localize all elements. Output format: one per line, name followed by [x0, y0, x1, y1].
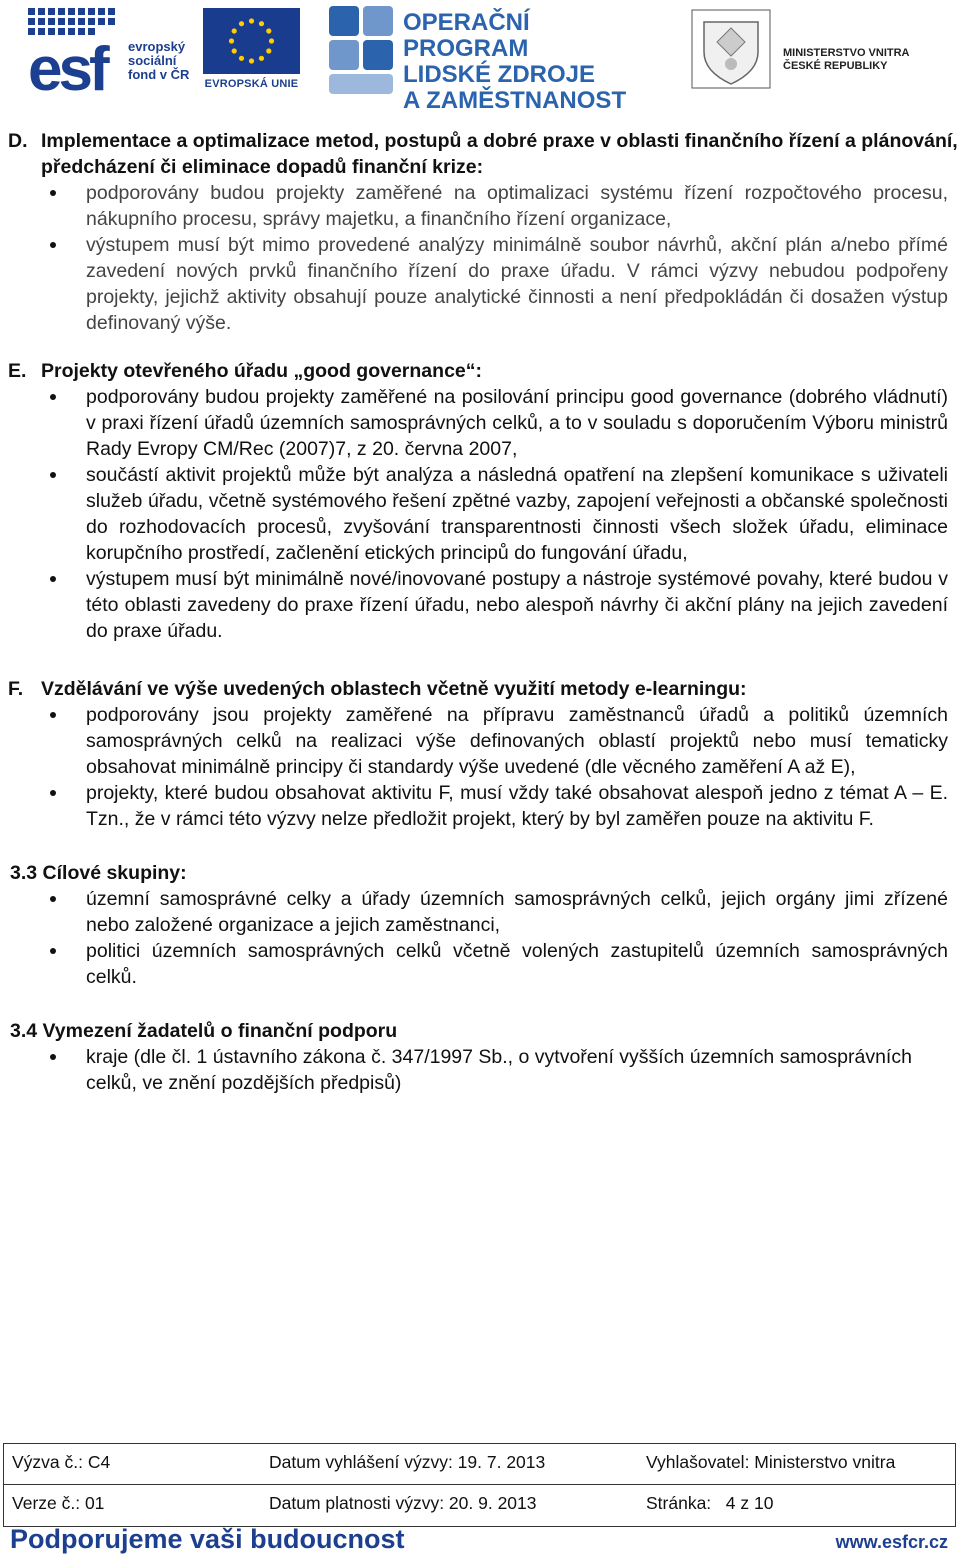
section-e-heading [0, 358, 960, 384]
esf-logo-text: evropský sociální fond v ČR [128, 39, 190, 82]
section-d-title: Implementace a optimalizace metod, postupů a dobré praxe v oblasti finančního řízení a plánování, předcházení či eliminace dopadů finanční krize: [41, 130, 958, 178]
validity-date: Datum platnosti výzvy: 20. 9. 2013 [269, 1493, 537, 1513]
list-item: podporovány budou projekty zaměřené na optimalizaci systému řízení rozpočtového procesu, nákupního procesu, správy majetku, a finančního řízení organizace, [0, 180, 960, 232]
footer-tagline: Podporujeme vaši budoucnost [10, 1524, 405, 1554]
footer-table [3, 1443, 956, 1527]
section-e-list [0, 384, 960, 644]
section-3-3-heading: 3.3 Cílové skupiny: [10, 862, 187, 884]
section-f-letter: F. [8, 678, 24, 700]
section-d-heading [0, 128, 960, 180]
list-item: politici územních samosprávných celků včetně volených zastupitelů územních samosprávných celků. [0, 938, 960, 990]
eu-flag-icon [203, 8, 300, 74]
esf-logo-icon [24, 4, 128, 96]
announcer: Vyhlašovatel: Ministerstvo vnitra [646, 1452, 896, 1472]
eu-label: EVROPSKÁ UNIE [204, 78, 299, 90]
section-e-letter: E. [8, 360, 27, 382]
document-body [0, 128, 960, 1096]
version-number: Verze č.: 01 [12, 1493, 105, 1513]
section-f-title: Vzdělávání ve výše uvedených oblastech včetně využití metody e-learningu: [41, 678, 747, 700]
list-item: územní samosprávné celky a úřady územních samosprávných celků, jejich orgány jimi zřízené nebo založené organizace a jejich zaměstnanci, [0, 886, 960, 938]
footer-row [4, 1444, 955, 1485]
list-item: kraje (dle čl. 1 ústavního zákona č. 347/1997 Sb., o vytvoření vyšších územních samosprávních celků, ve znění pozdějších předpisů) [0, 1044, 960, 1096]
svg-text:esf: esf [28, 35, 106, 96]
section-d-list [0, 180, 960, 336]
ministry-emblem-icon [690, 8, 772, 90]
announcement-date: Datum vyhlášení výzvy: 19. 7. 2013 [269, 1452, 546, 1472]
page-number: Stránka: 4 z 10 [646, 1493, 774, 1513]
footer-row [4, 1485, 955, 1525]
list-item: podporovány budou projekty zaměřené na posilování principu good governance (dobrého vládnutí) v praxi řízení úřadů územních samosprávných celků, a to v souladu s doporučením Výboru ministrů Rady Evropy CM/Rec (2007)7, z 20. června 2007, [0, 384, 960, 462]
section-e-title: Projekty otevřeného úřadu „good governance“: [41, 360, 482, 382]
section-d-letter: D. [8, 130, 28, 152]
section-3-3-list [0, 886, 960, 990]
section-3-4-heading: 3.4 Vymezení žadatelů o finanční podporu [10, 1020, 398, 1042]
ministry-name: MINISTERSTVO VNITRA ČESKÉ REPUBLIKY [783, 47, 910, 72]
op-program-title: OPERAČNÍ PROGRAM LIDSKÉ ZDROJE A ZAMĚSTNANOST [403, 9, 627, 114]
footer-web-link[interactable]: www.esfcr.cz [835, 1532, 948, 1552]
section-f-list [0, 702, 960, 832]
list-item: výstupem musí být minimálně nové/inovované postupy a nástroje systémové povahy, které budou v této oblasti zavedeny do praxe řízení úřadu, nebo alespoň návrhy či akční plány na jejich zavedení do praxe úřadu. [0, 566, 960, 644]
op-program-logo-icon [327, 4, 395, 96]
section-3-4-list [0, 1044, 960, 1096]
list-item: projekty, které budou obsahovat aktivitu F, musí vždy také obsahovat alespoň jedno z témat A – E. Tzn., že v rámci této výzvy nelze předložit projekt, který by byl zaměřen pouze na aktivitu F. [0, 780, 960, 832]
header-logos [0, 0, 960, 114]
list-item: součástí aktivit projektů může být analýza a následná opatření na zlepšení komunikace s uživateli služeb úřadu, včetně systémového řešení zpětné vazby, zapojení veřejnosti a občanské společnosti do rozhodovacích procesů, zvyšování transparentnosti činnosti všech složek úřadu, eliminace korupčního prostředí, začlenění etických principů do fungování úřadu, [0, 462, 960, 566]
section-f-heading [0, 676, 960, 702]
list-item: podporovány jsou projekty zaměřené na přípravu zaměstnanců úřadů a politiků územních samosprávných celků na realizaci výše definovaných oblastí projektů nebo musí tematicky obsahovat minimálně principy či standardy výše uvedené (dle věcného zaměření A až E), [0, 702, 960, 780]
call-number: Výzva č.: C4 [12, 1452, 111, 1472]
list-item: výstupem musí být mimo provedené analýzy minimálně soubor návrhů, akční plán a/nebo přímé zavedení nových prvků finančního řízení do praxe úřadu. V rámci výzvy nebudou podpořeny projekty, jejichž aktivity obsahují pouze analytické činnosti a není předpokládán či dosažen výstup definovaný výše. [0, 232, 960, 336]
